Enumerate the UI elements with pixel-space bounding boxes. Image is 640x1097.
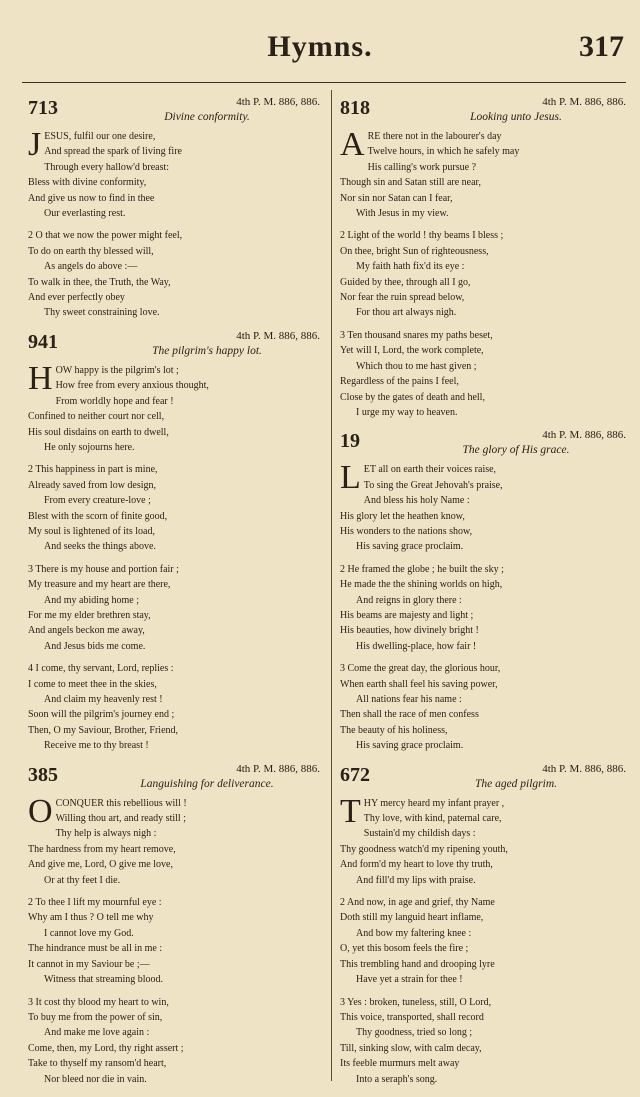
stanza bbox=[28, 562, 326, 654]
stanza bbox=[28, 228, 326, 320]
verse-line: To buy me from the power of sin, bbox=[28, 1011, 163, 1023]
verse-line: Confined to neither court nor cell, bbox=[28, 411, 165, 423]
verse-line: Nor bleed nor die in vain. bbox=[44, 1073, 147, 1085]
stanza bbox=[28, 792, 326, 888]
verse-line: 2 This happiness in part is mine, bbox=[28, 464, 158, 476]
verse-line: And give us now to find in thee bbox=[28, 192, 155, 204]
hymn-meter: 4th P. M. 886, 886. bbox=[542, 429, 626, 442]
verse-line: 2 Light of the world ! thy beams I bless ; bbox=[340, 230, 504, 242]
verse-line: And form'd my heart to love thy truth, bbox=[340, 859, 493, 871]
verse-line: As angels do above :— bbox=[44, 261, 138, 273]
verse-line: Doth still my languid heart inflame, bbox=[340, 912, 484, 924]
stanza bbox=[340, 228, 632, 320]
verse-line: Sustain'd my childish days : bbox=[363, 828, 476, 840]
stanza bbox=[340, 126, 632, 221]
verse-line: His beams are majesty and light ; bbox=[340, 609, 474, 621]
hymn-meter: 4th P. M. 886, 886. bbox=[236, 96, 320, 108]
verse-line: Twelve hours, in which he safely may bbox=[367, 146, 520, 158]
verse-line: And fill'd my lips with praise. bbox=[356, 874, 476, 886]
hymn bbox=[340, 94, 632, 420]
stanza bbox=[340, 661, 632, 753]
verse-line: 3 Ten thousand snares my paths beset, bbox=[340, 329, 493, 341]
drop-cap: L bbox=[340, 459, 361, 497]
verse-line: For me my elder brethren stay, bbox=[28, 609, 151, 621]
verse-line: Why am I thus ? O tell me why bbox=[28, 912, 154, 924]
header-rule bbox=[22, 82, 626, 83]
verse-line: My soul is lightened of its load, bbox=[28, 525, 155, 537]
hymn-number: 19 bbox=[340, 430, 360, 453]
hymn-number: 672 bbox=[340, 763, 370, 786]
right-column bbox=[340, 88, 632, 1094]
verse-line: And reigns in glory there : bbox=[356, 594, 462, 606]
verse-line: His wonders to the nations show, bbox=[340, 525, 473, 537]
verse-line: On thee, bright Sun of righteousness, bbox=[340, 245, 489, 257]
verse-line: His saving grace proclaim. bbox=[356, 541, 464, 553]
hymn-number: 818 bbox=[340, 97, 370, 119]
verse-line: I cannot love my God. bbox=[44, 927, 134, 939]
stanza bbox=[28, 126, 326, 221]
verse-line: My treasure and my heart are there, bbox=[28, 579, 171, 591]
verse-line: And seeks the things above. bbox=[44, 541, 156, 553]
verse-line: To walk in thee, the Truth, the Way, bbox=[28, 276, 171, 288]
verse-line: All nations fear his name : bbox=[356, 694, 462, 705]
verse-line: And give me, Lord, O give me love, bbox=[28, 859, 173, 871]
stanza bbox=[28, 359, 326, 455]
verse-line: Witness that streaming blood. bbox=[44, 974, 164, 986]
verse-line: From every creature-love ; bbox=[44, 495, 151, 507]
verse-line: HY mercy heard my infant prayer , bbox=[363, 797, 505, 809]
verse-line: Thy help is always nigh : bbox=[55, 828, 157, 840]
hymn-number: 385 bbox=[28, 763, 58, 786]
page-number: 317 bbox=[579, 30, 624, 63]
verse-line: Our everlasting rest. bbox=[44, 208, 126, 220]
verse-line: Thy goodness watch'd my ripening youth, bbox=[340, 843, 508, 855]
stanza bbox=[28, 661, 326, 753]
verse-line: And my abiding home ; bbox=[44, 594, 139, 606]
column-divider bbox=[331, 90, 332, 1081]
verse-line: Receive me to thy breast ! bbox=[44, 740, 149, 752]
stanza bbox=[28, 462, 326, 554]
drop-cap: O bbox=[28, 792, 53, 830]
hymn bbox=[28, 328, 326, 754]
verse-line: It cannot in my Saviour be ;— bbox=[28, 958, 150, 970]
verse-line: Thy sweet constraining love. bbox=[44, 307, 160, 319]
verse-line: My faith hath fix'd its eye : bbox=[356, 261, 465, 273]
verse-line: Till, sinking slow, with calm decay, bbox=[340, 1042, 482, 1054]
page-title: Hymns. bbox=[267, 30, 373, 63]
verse-line: Thy goodness, tried so long ; bbox=[356, 1027, 473, 1039]
verse-line: He only sojourns here. bbox=[44, 441, 135, 453]
verse-line: To sing the Great Jehovah's praise, bbox=[363, 479, 503, 491]
verse-line: His beauties, how divinely bright ! bbox=[340, 625, 479, 637]
drop-cap: J bbox=[28, 126, 42, 163]
hymn bbox=[28, 94, 326, 321]
verse-line: The hardness from my heart remove, bbox=[28, 843, 176, 855]
verse-line: When earth shall feel his saving power, bbox=[340, 678, 498, 690]
stanza bbox=[340, 792, 632, 888]
verse-line: Close by the gates of death and hell, bbox=[340, 391, 485, 403]
verse-line: I come to meet thee in the skies, bbox=[28, 678, 157, 690]
left-column bbox=[28, 88, 326, 1094]
verse-line: OW happy is the pilgrim's lot ; bbox=[55, 364, 179, 376]
stanza bbox=[340, 459, 632, 554]
hymn bbox=[28, 761, 326, 1087]
verse-line: And Jesus bids me come. bbox=[44, 640, 146, 652]
verse-line: And spread the spark of living fire bbox=[44, 146, 182, 158]
verse-line: 2 To thee I lift my mournful eye : bbox=[28, 897, 162, 909]
verse-line: Come, then, my Lord, thy right assert ; bbox=[28, 1042, 184, 1054]
verse-line: Or at thy feet I die. bbox=[44, 874, 121, 886]
verse-line: And angels beckon me away, bbox=[28, 625, 145, 637]
hymn-subtitle: The aged pilgrim. bbox=[474, 777, 558, 790]
verse-line: Yet will I, Lord, the work complete, bbox=[340, 345, 484, 357]
verse-line: The beauty of his holiness, bbox=[340, 724, 448, 736]
hymn-subtitle: Looking unto Jesus. bbox=[470, 111, 562, 123]
verse-line: His soul disdains on earth to dwell, bbox=[28, 426, 169, 438]
verse-line: And claim my heavenly rest ! bbox=[44, 694, 163, 705]
verse-line: 2 And now, in age and grief, thy Name bbox=[340, 897, 495, 909]
verse-line: To do on earth thy blessed will, bbox=[28, 245, 154, 257]
verse-line: For thou art always nigh. bbox=[356, 307, 457, 319]
verse-line: How free from every anxious thought, bbox=[55, 380, 209, 392]
hymn-number: 941 bbox=[28, 330, 58, 353]
verse-line: Thy love, with kind, paternal care, bbox=[363, 813, 502, 825]
drop-cap: T bbox=[340, 792, 361, 830]
verse-line: Then, O my Saviour, Brother, Friend, bbox=[28, 724, 179, 736]
verse-line: 3 Yes : broken, tuneless, still, O Lord, bbox=[340, 996, 492, 1008]
verse-line: From worldly hope and fear ! bbox=[55, 395, 174, 407]
hymn-meter: 4th P. M. 886, 886. bbox=[236, 762, 320, 775]
verse-line: Guided by thee, through all I go, bbox=[340, 276, 471, 288]
verse-line: ESUS, fulfil our one desire, bbox=[44, 131, 156, 142]
hymn-subtitle: The pilgrim's happy lot. bbox=[152, 344, 262, 357]
drop-cap: H bbox=[28, 359, 53, 397]
verse-line: And ever perfectly obey bbox=[28, 292, 125, 304]
verse-line: Soon will the pilgrim's journey end ; bbox=[28, 709, 175, 721]
hymn-meter: 4th P. M. 886, 886. bbox=[542, 96, 626, 108]
drop-cap: A bbox=[340, 126, 365, 163]
verse-line: 3 Come the great day, the glorious hour, bbox=[340, 663, 501, 675]
verse-line: Blest with the scorn of finite good, bbox=[28, 510, 168, 522]
verse-line: 3 There is my house and portion fair ; bbox=[28, 563, 179, 575]
verse-line: And bow my faltering knee : bbox=[356, 927, 472, 939]
verse-line: This trembling hand and drooping lyre bbox=[340, 958, 495, 970]
stanza bbox=[28, 895, 326, 987]
verse-line: His glory let the heathen know, bbox=[340, 510, 465, 522]
hymn bbox=[340, 427, 632, 753]
verse-line: 2 O that we now the power might feel, bbox=[28, 230, 183, 242]
verse-line: 2 He framed the globe ; he built the sky ; bbox=[340, 563, 504, 575]
verse-line: Regardless of the pains I feel, bbox=[340, 376, 459, 388]
verse-line: Which thou to me hast given ; bbox=[356, 360, 477, 372]
verse-line: Nor fear the ruin spread below, bbox=[340, 292, 465, 304]
verse-line: CONQUER this rebellious will ! bbox=[55, 797, 187, 809]
verse-line: Though sin and Satan still are near, bbox=[340, 177, 481, 189]
stanza bbox=[340, 995, 632, 1087]
hymn-number: 713 bbox=[28, 97, 58, 119]
verse-line: 3 It cost thy blood my heart to win, bbox=[28, 996, 169, 1008]
hymn-subtitle: The glory of His grace. bbox=[462, 444, 570, 457]
hymn bbox=[340, 761, 632, 1087]
verse-line: Nor sin nor Satan can I fear, bbox=[340, 192, 453, 204]
verse-line: His calling's work pursue ? bbox=[367, 161, 477, 173]
verse-line: And bless his holy Name : bbox=[363, 495, 470, 507]
hymn-subtitle: Languishing for deliverance. bbox=[140, 777, 274, 790]
verse-line: He made the the shining worlds on high, bbox=[340, 579, 503, 591]
verse-line: And make me love again : bbox=[44, 1027, 150, 1039]
verse-line: Bless with divine conformity, bbox=[28, 177, 147, 189]
verse-line: RE there not in the labourer's day bbox=[367, 131, 502, 142]
verse-line: His saving grace proclaim. bbox=[356, 740, 464, 752]
verse-line: Into a seraph's song. bbox=[356, 1073, 438, 1085]
verse-line: The hindrance must be all in me : bbox=[28, 943, 163, 955]
verse-line: Through every hallow'd breast: bbox=[44, 161, 170, 173]
verse-line: O, yet this bosom feels the fire ; bbox=[340, 943, 469, 955]
verse-line: With Jesus in my view. bbox=[356, 208, 449, 220]
stanza bbox=[340, 562, 632, 654]
hymn-meter: 4th P. M. 886, 886. bbox=[236, 329, 320, 342]
stanza bbox=[28, 995, 326, 1087]
verse-line: Then shall the race of men confess bbox=[340, 709, 479, 721]
verse-line: His dwelling-place, how fair ! bbox=[356, 640, 477, 652]
stanza bbox=[340, 895, 632, 987]
verse-line: Have yet a strain for thee ! bbox=[356, 974, 463, 986]
stanza bbox=[340, 328, 632, 420]
verse-line: Willing thou art, and ready still ; bbox=[55, 813, 186, 825]
hymn-subtitle: Divine conformity. bbox=[164, 111, 250, 123]
hymn-meter: 4th P. M. 886, 886. bbox=[542, 762, 626, 775]
verse-line: I urge my way to heaven. bbox=[356, 406, 458, 418]
verse-line: This voice, transported, shall record bbox=[340, 1011, 484, 1023]
verse-line: Its feeble murmurs melt away bbox=[340, 1058, 460, 1070]
verse-line: Already saved from low design, bbox=[28, 479, 157, 491]
verse-line: ET all on earth their voices raise, bbox=[363, 464, 497, 476]
verse-line: Take to thyself my ransom'd heart, bbox=[28, 1058, 167, 1070]
verse-line: 4 I come, thy servant, Lord, replies : bbox=[28, 663, 174, 675]
